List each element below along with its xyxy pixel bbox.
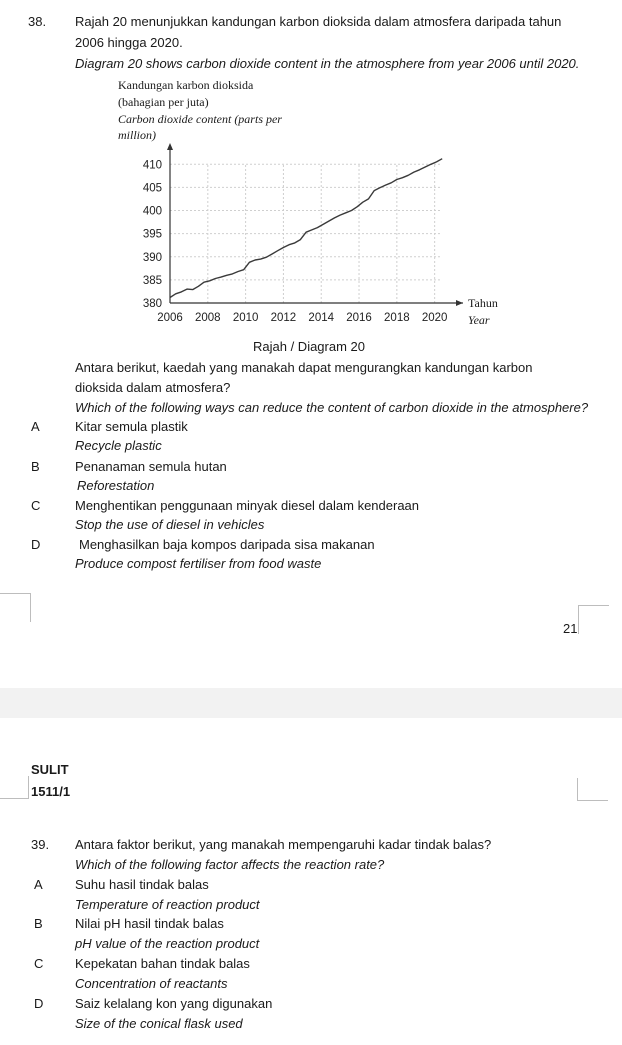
line-chart-svg [0, 0, 622, 340]
option-text-ms: Saiz kelalang kon yang digunakan [75, 996, 273, 1011]
question-prompt-ms-cont: dioksida dalam atmosfera? [75, 380, 231, 395]
header-sulit: SULIT [31, 762, 69, 777]
option-text-ms: Menghentikan penggunaan minyak diesel dalam kenderaan [75, 498, 420, 513]
option-text-en: Recycle plastic [75, 438, 162, 453]
option-letter: A [31, 419, 40, 434]
y-tick-label: 410 [142, 159, 162, 172]
option-letter: C [34, 956, 44, 971]
question-number: 38. [28, 14, 47, 29]
exam-page-2 [0, 718, 622, 1045]
x-axis-label-ms: Tahun [468, 296, 498, 310]
y-axis-label-ms-unit: (bahagian per juta) [118, 95, 209, 109]
crop-mark [578, 605, 609, 634]
y-tick-label: 395 [142, 228, 162, 241]
x-tick-label: 2006 [157, 312, 183, 324]
option-text-ms: Menghasilkan baja kompos daripada sisa makanan [79, 537, 375, 552]
y-tick-label: 380 [142, 298, 162, 310]
y-tick-label: 405 [142, 182, 162, 195]
option-text-en: Produce compost fertiliser from food waste [75, 556, 322, 571]
option-text-ms: Suhu hasil tindak balas [75, 877, 209, 892]
crop-mark [577, 778, 608, 801]
crop-mark [0, 776, 29, 799]
question-prompt-en: Which of the following ways can reduce the content of carbon dioxide in the atmosphere? [75, 400, 589, 415]
tick-labels [143, 159, 448, 324]
axes [167, 143, 463, 306]
question-prompt-ms: Antara berikut, kaedah yang manakah dapat mengurangkan kandungan karbon [75, 360, 533, 375]
option-text-ms: Penanaman semula hutan [75, 459, 227, 474]
co2-chart [0, 0, 622, 340]
x-tick-label: 2014 [308, 312, 335, 324]
diagram-caption: Rajah / Diagram 20 [253, 339, 365, 354]
question-number: 39. [31, 837, 50, 852]
y-axis-label-en-unit: million) [118, 128, 156, 142]
y-tick-label: 390 [142, 251, 162, 264]
y-axis-label-ms: Kandungan karbon dioksida [118, 78, 254, 92]
option-text-ms: Kepekatan bahan tindak balas [75, 956, 250, 971]
option-text-ms: Nilai pH hasil tindak balas [75, 916, 224, 931]
option-letter: B [31, 459, 40, 474]
x-tick-label: 2012 [270, 312, 297, 324]
option-text-en: Stop the use of diesel in vehicles [75, 517, 265, 532]
option-text-en: Size of the conical flask used [75, 1016, 243, 1031]
series-line-co2 [170, 159, 442, 298]
x-tick-label: 2018 [384, 312, 410, 324]
option-letter: D [31, 537, 41, 552]
y-axis-label-en: Carbon dioxide content (parts per [118, 112, 282, 126]
data-series [170, 159, 442, 298]
option-text-en: Temperature of reaction product [75, 897, 260, 912]
y-axis-arrow [167, 143, 173, 150]
option-letter: C [31, 498, 41, 513]
question-stem-en: Diagram 20 shows carbon dioxide content in the atmosphere from year 2006 until 2020. [75, 56, 580, 71]
x-tick-label: 2008 [195, 312, 221, 324]
page-gap [0, 688, 622, 718]
y-tick-label: 400 [142, 205, 162, 218]
option-text-en: Reforestation [77, 478, 155, 493]
option-text-en: pH value of the reaction product [75, 936, 260, 951]
question-stem-ms: Antara faktor berikut, yang manakah mempengaruhi kadar tindak balas? [75, 837, 492, 852]
crop-mark [0, 593, 31, 622]
question-stem-ms: Rajah 20 menunjukkan kandungan karbon dioksida dalam atmosfera daripada tahun [75, 14, 562, 29]
x-tick-label: 2010 [232, 312, 259, 324]
option-letter: B [34, 916, 43, 931]
question-stem-ms-cont: 2006 hingga 2020. [75, 35, 183, 50]
option-text-ms: Kitar semula plastik [75, 419, 188, 434]
question-stem-en: Which of the following factor affects the reaction rate? [75, 857, 385, 872]
y-tick-label: 385 [142, 274, 162, 287]
option-text-en: Concentration of reactants [75, 976, 228, 991]
x-tick-label: 2016 [346, 312, 372, 324]
header-paper-code: 1511/1 [31, 784, 71, 799]
x-axis-label-en: Year [468, 313, 490, 327]
option-letter: D [34, 996, 44, 1011]
option-letter: A [34, 877, 43, 892]
x-axis-arrow [456, 300, 463, 306]
page-number: 21 [563, 621, 578, 636]
x-tick-label: 2020 [421, 312, 448, 324]
